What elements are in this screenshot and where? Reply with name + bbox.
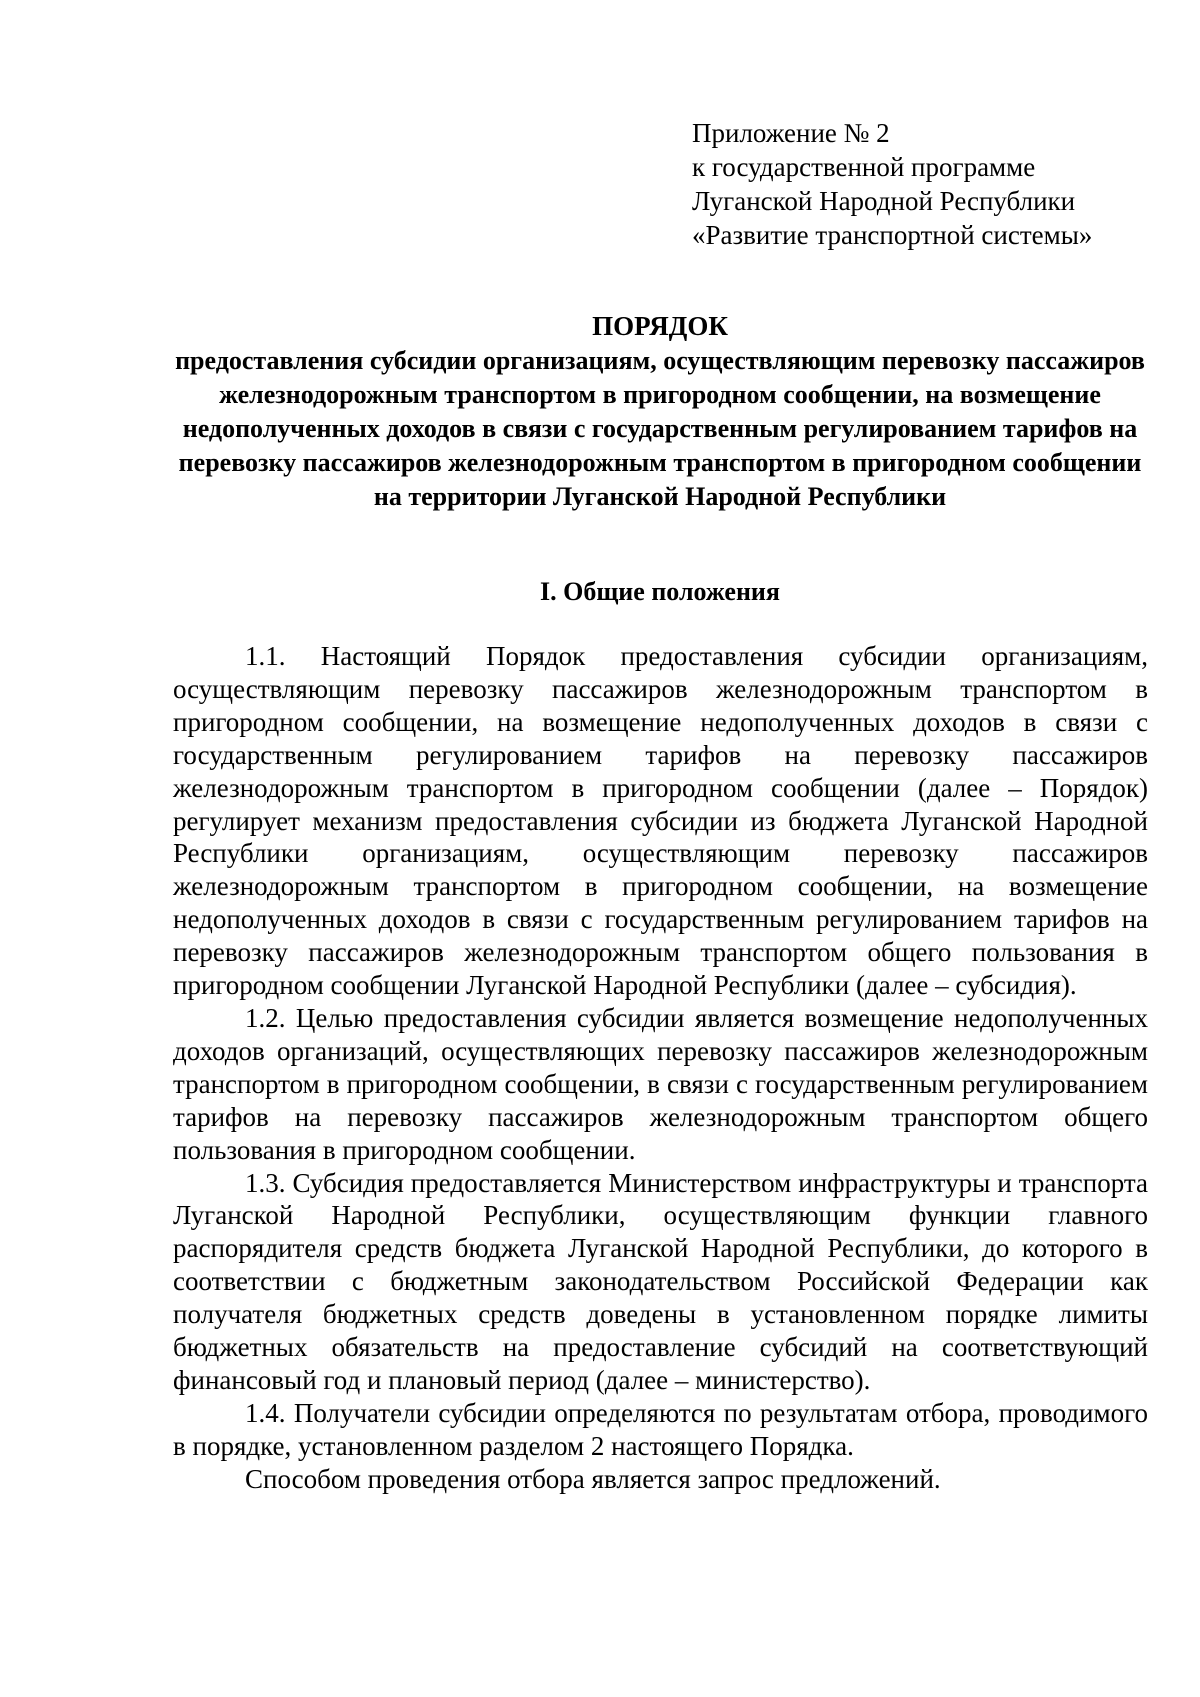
appendix-note: [692, 116, 1092, 252]
appendix-line-1: Приложение № 2: [692, 118, 890, 148]
document-subtitle: предоставления субсидии организациям, осуществляющим перевозку пассажиров железнодорожным транспортом в пригородном сообщении, на возмещение недополученных доходов в связи с государственным регулированием тарифов на перевозку пассажиров железнодорожным транспортом в пригородном сообщении на территории Луганской Народной Республики: [175, 346, 1145, 511]
paragraph-1-1: 1.1. Настоящий Порядок предоставления субсидии организациям, осуществляющим перевозку пассажиров железнодорожным транспортом в пригородном сообщении, на возмещение недополученных доходов в связи с государственным регулированием тарифов на перевозку пассажиров железнодорожным транспортом в пригородном сообщении (далее – Порядок) регулирует механизм предоставления субсидии из бюджета Луганской Народной Республики организациям, осуществляющим перевозку пассажиров железнодорожным транспортом в пригородном сообщении, на возмещение недополученных доходов в связи с государственным регулированием тарифов на перевозку пассажиров железнодорожным транспортом общего пользования в пригородном сообщении Луганской Народной Республики (далее – субсидия).: [173, 641, 1148, 1001]
section-title: I. Общие положения: [540, 577, 780, 606]
appendix-line-2: к государственной программе: [692, 152, 1036, 182]
paragraph-selection-method: Способом проведения отбора является запрос предложений.: [245, 1463, 941, 1494]
appendix-line-3: Луганской Народной Республики: [692, 186, 1076, 216]
document-body: [173, 640, 1148, 1496]
document-heading: [170, 309, 1150, 514]
paragraph-1-2: 1.2. Целью предоставления субсидии является возмещение недополученных доходов организаций, осуществляющих перевозку пассажиров железнодорожным транспортом в пригородном сообщении, в связи с государственным регулированием тарифов на перевозку пассажиров железнодорожным транспортом общего пользования в пригородном сообщении.: [173, 1002, 1148, 1165]
appendix-line-4: «Развитие транспортной системы»: [692, 220, 1093, 250]
paragraph-1-4: 1.4. Получатели субсидии определяются по результатам отбора, проводимого в порядке, установленном разделом 2 настоящего Порядка.: [173, 1397, 1148, 1461]
paragraph-1-3: 1.3. Субсидия предоставляется Министерством инфраструктуры и транспорта Луганской Народной Республики, осуществляющим функции главного распорядителя средств бюджета Луганской Народной Республики, до которого в соответствии с бюджетным законодательством Российской Федерации как получателя бюджетных средств доведены в установленном порядке лимиты бюджетных обязательств на предоставление субсидий на соответствующий финансовый год и плановый период (далее – министерство).: [173, 1167, 1148, 1395]
document-title: ПОРЯДОК: [592, 311, 728, 341]
